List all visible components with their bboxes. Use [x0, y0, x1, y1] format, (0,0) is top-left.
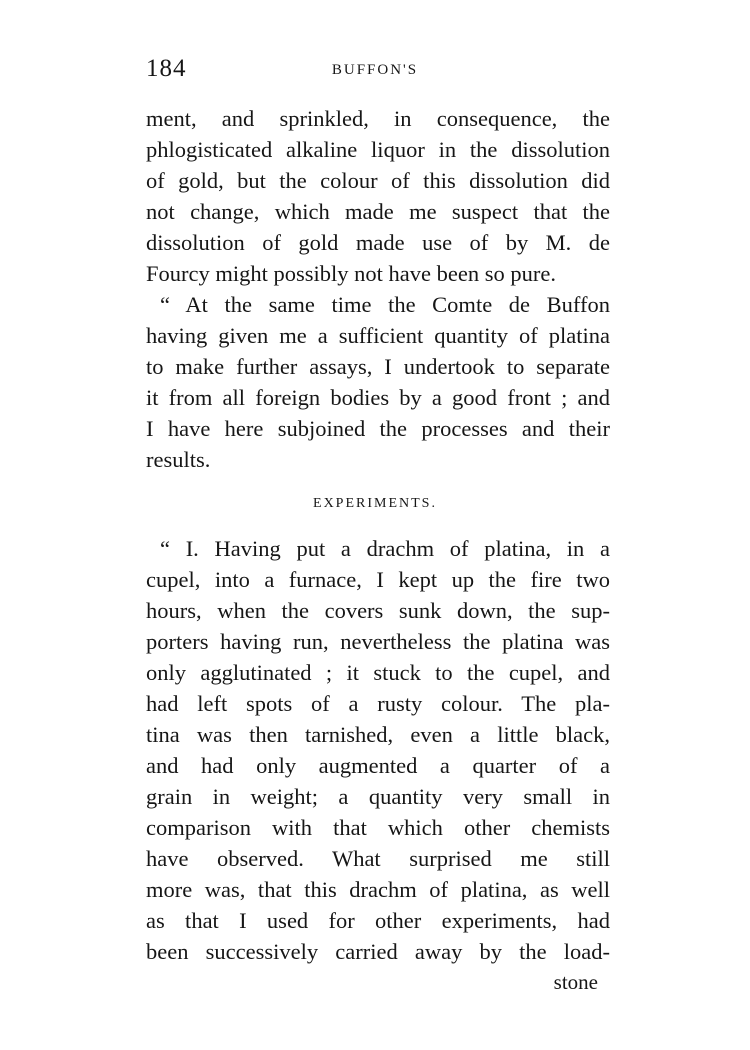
text-line: as that I used for other experiments, had — [146, 908, 610, 933]
section-heading: EXPERIMENTS. — [313, 496, 437, 511]
text-line: ment, and sprinkled, in consequence, the — [146, 106, 610, 131]
text-line: to make further assays, I undertook to separate — [146, 354, 610, 379]
text-line: hours, when the covers sunk down, the sup- — [146, 598, 610, 623]
text-line: it from all foreign bodies by a good front ; and — [146, 385, 610, 410]
text-line: grain in weight; a quantity very small in — [146, 784, 610, 809]
text-line: phlogisticated alkaline liquor in the dissolution — [146, 137, 610, 162]
text-line: cupel, into a furnace, I kept up the fire two — [146, 567, 610, 592]
text-line: not change, which made me suspect that the — [146, 199, 610, 224]
text-line: only agglutinated ; it stuck to the cupel, and — [146, 660, 610, 685]
text-line: I have here subjoined the processes and their — [146, 416, 610, 441]
text-line: results. — [146, 447, 211, 472]
text-line: of gold, but the colour of this dissolution did — [146, 168, 610, 193]
text-line: “ I. Having put a drachm of platina, in a — [160, 536, 610, 561]
running-head: BUFFON'S — [331, 62, 419, 78]
text-line: more was, that this drachm of platina, as well — [146, 877, 610, 902]
catchword: stone — [553, 970, 598, 994]
text-line: had left spots of a rusty colour. The pla- — [146, 691, 610, 716]
text-line: comparison with that which other chemists — [146, 815, 610, 840]
text-line: been successively carried away by the load- — [146, 939, 610, 964]
text-line: and had only augmented a quarter of a — [146, 753, 610, 778]
text-line: having given me a sufficient quantity of platina — [146, 323, 610, 348]
text-line: tina was then tarnished, even a little black, — [146, 722, 610, 747]
page-number: 184 — [146, 55, 187, 82]
text-line: porters having run, nevertheless the platina was — [146, 629, 610, 654]
text-line: Fourcy might possibly not have been so pure. — [146, 261, 556, 286]
text-line: “ At the same time the Comte de Buffon — [160, 292, 610, 317]
text-line: dissolution of gold made use of by M. de — [146, 230, 610, 255]
text-line: have observed. What surprised me still — [146, 846, 610, 871]
